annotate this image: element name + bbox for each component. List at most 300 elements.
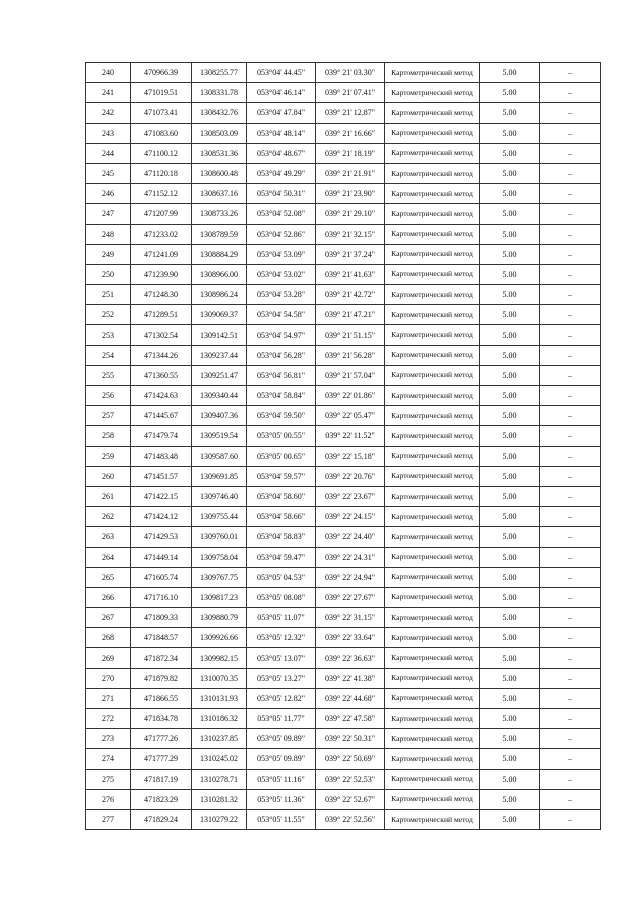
latitude-cell: 053°04' 44.45": [247, 63, 316, 83]
x-coordinate-cell: 471233.02: [131, 224, 192, 244]
method-cell: Картометрический метод: [385, 587, 480, 607]
point-number-cell: 267: [86, 608, 131, 628]
note-cell: –: [540, 648, 601, 668]
longitude-cell: 039° 21' 37.24": [316, 244, 385, 264]
accuracy-cell: 5.00: [480, 123, 540, 143]
x-coordinate-cell: 471424.12: [131, 507, 192, 527]
point-number-cell: 276: [86, 789, 131, 809]
coordinates-table: [85, 62, 601, 830]
latitude-cell: 053°04' 50.31": [247, 184, 316, 204]
y-coordinate-cell: 1309340.44: [192, 386, 247, 406]
latitude-cell: 053°05' 11.16": [247, 769, 316, 789]
accuracy-cell: 5.00: [480, 567, 540, 587]
latitude-cell: 053°04' 59.50": [247, 406, 316, 426]
table-row: [86, 446, 601, 466]
y-coordinate-cell: 1309142.51: [192, 325, 247, 345]
table-row: [86, 668, 601, 688]
accuracy-cell: 5.00: [480, 406, 540, 426]
accuracy-cell: 5.00: [480, 608, 540, 628]
note-cell: –: [540, 365, 601, 385]
table-row: [86, 709, 601, 729]
method-cell: Картометрический метод: [385, 406, 480, 426]
y-coordinate-cell: 1310245.02: [192, 749, 247, 769]
table-row: [86, 204, 601, 224]
latitude-cell: 053°04' 46.14": [247, 83, 316, 103]
longitude-cell: 039° 22' 27.67": [316, 587, 385, 607]
note-cell: –: [540, 305, 601, 325]
y-coordinate-cell: 1310281.32: [192, 789, 247, 809]
table-row: [86, 264, 601, 284]
accuracy-cell: 5.00: [480, 446, 540, 466]
x-coordinate-cell: 471777.26: [131, 729, 192, 749]
point-number-cell: 275: [86, 769, 131, 789]
point-number-cell: 273: [86, 729, 131, 749]
note-cell: –: [540, 709, 601, 729]
y-coordinate-cell: 1309880.79: [192, 608, 247, 628]
note-cell: –: [540, 123, 601, 143]
longitude-cell: 039° 22' 11.52": [316, 426, 385, 446]
point-number-cell: 259: [86, 446, 131, 466]
accuracy-cell: 5.00: [480, 103, 540, 123]
latitude-cell: 053°05' 09.89": [247, 749, 316, 769]
point-number-cell: 245: [86, 163, 131, 183]
longitude-cell: 039° 22' 47.58": [316, 709, 385, 729]
accuracy-cell: 5.00: [480, 426, 540, 446]
x-coordinate-cell: 471152.12: [131, 184, 192, 204]
point-number-cell: 270: [86, 668, 131, 688]
method-cell: Картометрический метод: [385, 547, 480, 567]
longitude-cell: 039° 21' 56.28": [316, 345, 385, 365]
x-coordinate-cell: 471879.82: [131, 668, 192, 688]
x-coordinate-cell: 471817.19: [131, 769, 192, 789]
accuracy-cell: 5.00: [480, 729, 540, 749]
y-coordinate-cell: 1309519.54: [192, 426, 247, 446]
method-cell: Картометрический метод: [385, 628, 480, 648]
method-cell: Картометрический метод: [385, 163, 480, 183]
table-row: [86, 749, 601, 769]
table-row: [86, 63, 601, 83]
latitude-cell: 053°04' 54.97": [247, 325, 316, 345]
method-cell: Картометрический метод: [385, 264, 480, 284]
table-row: [86, 406, 601, 426]
x-coordinate-cell: 471429.53: [131, 527, 192, 547]
table-body: [86, 63, 601, 830]
x-coordinate-cell: 471809.33: [131, 608, 192, 628]
latitude-cell: 053°04' 49.29": [247, 163, 316, 183]
longitude-cell: 039° 22' 52.67": [316, 789, 385, 809]
note-cell: –: [540, 729, 601, 749]
method-cell: Картометрический метод: [385, 466, 480, 486]
longitude-cell: 039° 21' 47.21": [316, 305, 385, 325]
longitude-cell: 039° 22' 44.68": [316, 688, 385, 708]
table-row: [86, 325, 601, 345]
y-coordinate-cell: 1309982.15: [192, 648, 247, 668]
accuracy-cell: 5.00: [480, 547, 540, 567]
method-cell: Картометрический метод: [385, 143, 480, 163]
note-cell: –: [540, 587, 601, 607]
y-coordinate-cell: 1308789.59: [192, 224, 247, 244]
longitude-cell: 039° 22' 36.63": [316, 648, 385, 668]
y-coordinate-cell: 1310279.22: [192, 809, 247, 829]
method-cell: Картометрический метод: [385, 749, 480, 769]
latitude-cell: 053°05' 04.53": [247, 567, 316, 587]
table-row: [86, 345, 601, 365]
table-row: [86, 244, 601, 264]
accuracy-cell: 5.00: [480, 83, 540, 103]
latitude-cell: 053°05' 00.65": [247, 446, 316, 466]
accuracy-cell: 5.00: [480, 809, 540, 829]
x-coordinate-cell: 471445.67: [131, 406, 192, 426]
accuracy-cell: 5.00: [480, 264, 540, 284]
method-cell: Картометрический метод: [385, 345, 480, 365]
point-number-cell: 277: [86, 809, 131, 829]
latitude-cell: 053°04' 58.60": [247, 486, 316, 506]
latitude-cell: 053°04' 56.28": [247, 345, 316, 365]
table-row: [86, 163, 601, 183]
latitude-cell: 053°04' 52.08": [247, 204, 316, 224]
note-cell: –: [540, 749, 601, 769]
point-number-cell: 255: [86, 365, 131, 385]
longitude-cell: 039° 22' 15.18": [316, 446, 385, 466]
note-cell: –: [540, 264, 601, 284]
accuracy-cell: 5.00: [480, 527, 540, 547]
point-number-cell: 274: [86, 749, 131, 769]
accuracy-cell: 5.00: [480, 305, 540, 325]
y-coordinate-cell: 1309926.66: [192, 628, 247, 648]
note-cell: –: [540, 507, 601, 527]
point-number-cell: 247: [86, 204, 131, 224]
point-number-cell: 268: [86, 628, 131, 648]
note-cell: –: [540, 628, 601, 648]
accuracy-cell: 5.00: [480, 466, 540, 486]
point-number-cell: 252: [86, 305, 131, 325]
point-number-cell: 250: [86, 264, 131, 284]
x-coordinate-cell: 471289.51: [131, 305, 192, 325]
table-row: [86, 769, 601, 789]
point-number-cell: 264: [86, 547, 131, 567]
y-coordinate-cell: 1309767.75: [192, 567, 247, 587]
latitude-cell: 053°05' 13.27": [247, 668, 316, 688]
x-coordinate-cell: 471241.09: [131, 244, 192, 264]
point-number-cell: 246: [86, 184, 131, 204]
note-cell: –: [540, 486, 601, 506]
y-coordinate-cell: 1308884.29: [192, 244, 247, 264]
method-cell: Картометрический метод: [385, 567, 480, 587]
method-cell: Картометрический метод: [385, 103, 480, 123]
accuracy-cell: 5.00: [480, 709, 540, 729]
y-coordinate-cell: 1309817.23: [192, 587, 247, 607]
table-row: [86, 466, 601, 486]
note-cell: –: [540, 567, 601, 587]
y-coordinate-cell: 1308503.09: [192, 123, 247, 143]
longitude-cell: 039° 21' 23.90": [316, 184, 385, 204]
accuracy-cell: 5.00: [480, 587, 540, 607]
method-cell: Картометрический метод: [385, 729, 480, 749]
longitude-cell: 039° 21' 57.04": [316, 365, 385, 385]
x-coordinate-cell: 471605.74: [131, 567, 192, 587]
longitude-cell: 039° 21' 03.30": [316, 63, 385, 83]
x-coordinate-cell: 471239.90: [131, 264, 192, 284]
table-row: [86, 365, 601, 385]
note-cell: –: [540, 608, 601, 628]
table-row: [86, 547, 601, 567]
latitude-cell: 053°04' 48.67": [247, 143, 316, 163]
accuracy-cell: 5.00: [480, 628, 540, 648]
y-coordinate-cell: 1309251.47: [192, 365, 247, 385]
x-coordinate-cell: 471344.26: [131, 345, 192, 365]
latitude-cell: 053°04' 53.09": [247, 244, 316, 264]
accuracy-cell: 5.00: [480, 769, 540, 789]
y-coordinate-cell: 1308331.78: [192, 83, 247, 103]
longitude-cell: 039° 22' 31.15": [316, 608, 385, 628]
latitude-cell: 053°04' 56.81": [247, 365, 316, 385]
longitude-cell: 039° 22' 24.31": [316, 547, 385, 567]
accuracy-cell: 5.00: [480, 749, 540, 769]
latitude-cell: 053°04' 48.14": [247, 123, 316, 143]
y-coordinate-cell: 1308255.77: [192, 63, 247, 83]
note-cell: –: [540, 224, 601, 244]
y-coordinate-cell: 1309587.60: [192, 446, 247, 466]
accuracy-cell: 5.00: [480, 325, 540, 345]
note-cell: –: [540, 244, 601, 264]
note-cell: –: [540, 345, 601, 365]
table-row: [86, 386, 601, 406]
table-row: [86, 103, 601, 123]
longitude-cell: 039° 21' 32.15": [316, 224, 385, 244]
accuracy-cell: 5.00: [480, 184, 540, 204]
x-coordinate-cell: 471424.63: [131, 386, 192, 406]
longitude-cell: 039° 22' 20.76": [316, 466, 385, 486]
point-number-cell: 251: [86, 285, 131, 305]
latitude-cell: 053°05' 13.07": [247, 648, 316, 668]
note-cell: –: [540, 184, 601, 204]
method-cell: Картометрический метод: [385, 769, 480, 789]
table-row: [86, 648, 601, 668]
note-cell: –: [540, 386, 601, 406]
x-coordinate-cell: 471829.24: [131, 809, 192, 829]
note-cell: –: [540, 668, 601, 688]
y-coordinate-cell: 1309069.37: [192, 305, 247, 325]
longitude-cell: 039° 22' 52.53": [316, 769, 385, 789]
table-row: [86, 285, 601, 305]
accuracy-cell: 5.00: [480, 688, 540, 708]
point-number-cell: 261: [86, 486, 131, 506]
point-number-cell: 243: [86, 123, 131, 143]
x-coordinate-cell: 471019.51: [131, 83, 192, 103]
x-coordinate-cell: 471866.55: [131, 688, 192, 708]
note-cell: –: [540, 446, 601, 466]
latitude-cell: 053°05' 00.55": [247, 426, 316, 446]
note-cell: –: [540, 809, 601, 829]
accuracy-cell: 5.00: [480, 345, 540, 365]
note-cell: –: [540, 83, 601, 103]
method-cell: Картометрический метод: [385, 63, 480, 83]
note-cell: –: [540, 688, 601, 708]
longitude-cell: 039° 22' 24.40": [316, 527, 385, 547]
y-coordinate-cell: 1308432.76: [192, 103, 247, 123]
method-cell: Картометрический метод: [385, 123, 480, 143]
longitude-cell: 039° 21' 21.91": [316, 163, 385, 183]
y-coordinate-cell: 1309237.44: [192, 345, 247, 365]
accuracy-cell: 5.00: [480, 386, 540, 406]
longitude-cell: 039° 21' 51.15": [316, 325, 385, 345]
method-cell: Картометрический метод: [385, 285, 480, 305]
y-coordinate-cell: 1309691.85: [192, 466, 247, 486]
y-coordinate-cell: 1308986.24: [192, 285, 247, 305]
y-coordinate-cell: 1309760.01: [192, 527, 247, 547]
longitude-cell: 039° 22' 52.56": [316, 809, 385, 829]
table-row: [86, 426, 601, 446]
latitude-cell: 053°04' 52.86": [247, 224, 316, 244]
x-coordinate-cell: 471479.74: [131, 426, 192, 446]
latitude-cell: 053°04' 47.84": [247, 103, 316, 123]
longitude-cell: 039° 22' 50.69": [316, 749, 385, 769]
x-coordinate-cell: 471848.57: [131, 628, 192, 648]
method-cell: Картометрический метод: [385, 486, 480, 506]
table-row: [86, 809, 601, 829]
method-cell: Картометрический метод: [385, 184, 480, 204]
note-cell: –: [540, 406, 601, 426]
method-cell: Картометрический метод: [385, 365, 480, 385]
x-coordinate-cell: 471120.18: [131, 163, 192, 183]
x-coordinate-cell: 471422.15: [131, 486, 192, 506]
y-coordinate-cell: 1310131.93: [192, 688, 247, 708]
method-cell: Картометрический метод: [385, 386, 480, 406]
x-coordinate-cell: 471823.29: [131, 789, 192, 809]
point-number-cell: 263: [86, 527, 131, 547]
point-number-cell: 240: [86, 63, 131, 83]
latitude-cell: 053°04' 54.58": [247, 305, 316, 325]
latitude-cell: 053°04' 58.84": [247, 386, 316, 406]
method-cell: Картометрический метод: [385, 608, 480, 628]
x-coordinate-cell: 471451.57: [131, 466, 192, 486]
method-cell: Картометрический метод: [385, 809, 480, 829]
method-cell: Картометрический метод: [385, 709, 480, 729]
x-coordinate-cell: 471083.60: [131, 123, 192, 143]
y-coordinate-cell: 1310278.71: [192, 769, 247, 789]
y-coordinate-cell: 1309758.04: [192, 547, 247, 567]
point-number-cell: 269: [86, 648, 131, 668]
y-coordinate-cell: 1308637.16: [192, 184, 247, 204]
point-number-cell: 258: [86, 426, 131, 446]
method-cell: Картометрический метод: [385, 688, 480, 708]
method-cell: Картометрический метод: [385, 446, 480, 466]
point-number-cell: 266: [86, 587, 131, 607]
table-row: [86, 567, 601, 587]
point-number-cell: 265: [86, 567, 131, 587]
x-coordinate-cell: 471073.41: [131, 103, 192, 123]
latitude-cell: 053°05' 09.89": [247, 729, 316, 749]
longitude-cell: 039° 21' 41.63": [316, 264, 385, 284]
x-coordinate-cell: 470966.39: [131, 63, 192, 83]
longitude-cell: 039° 22' 24.94": [316, 567, 385, 587]
latitude-cell: 053°04' 53.02": [247, 264, 316, 284]
method-cell: Картометрический метод: [385, 305, 480, 325]
table-row: [86, 305, 601, 325]
table-row: [86, 527, 601, 547]
note-cell: –: [540, 63, 601, 83]
longitude-cell: 039° 22' 33.64": [316, 628, 385, 648]
y-coordinate-cell: 1309746.40: [192, 486, 247, 506]
latitude-cell: 053°04' 58.66": [247, 507, 316, 527]
table-row: [86, 123, 601, 143]
y-coordinate-cell: 1310186.32: [192, 709, 247, 729]
y-coordinate-cell: 1308966.00: [192, 264, 247, 284]
note-cell: –: [540, 527, 601, 547]
accuracy-cell: 5.00: [480, 486, 540, 506]
x-coordinate-cell: 471100.12: [131, 143, 192, 163]
method-cell: Картометрический метод: [385, 325, 480, 345]
accuracy-cell: 5.00: [480, 63, 540, 83]
point-number-cell: 249: [86, 244, 131, 264]
method-cell: Картометрический метод: [385, 224, 480, 244]
y-coordinate-cell: 1309407.36: [192, 406, 247, 426]
accuracy-cell: 5.00: [480, 244, 540, 264]
latitude-cell: 053°05' 11.07": [247, 608, 316, 628]
longitude-cell: 039° 21' 18.19": [316, 143, 385, 163]
latitude-cell: 053°04' 53.28": [247, 285, 316, 305]
y-coordinate-cell: 1310237.85: [192, 729, 247, 749]
table-row: [86, 608, 601, 628]
point-number-cell: 254: [86, 345, 131, 365]
note-cell: –: [540, 547, 601, 567]
point-number-cell: 244: [86, 143, 131, 163]
y-coordinate-cell: 1310070.35: [192, 668, 247, 688]
y-coordinate-cell: 1309755.44: [192, 507, 247, 527]
longitude-cell: 039° 22' 41.38": [316, 668, 385, 688]
latitude-cell: 053°04' 59.57": [247, 466, 316, 486]
table-row: [86, 486, 601, 506]
x-coordinate-cell: 471872.34: [131, 648, 192, 668]
method-cell: Картометрический метод: [385, 83, 480, 103]
x-coordinate-cell: 471483.48: [131, 446, 192, 466]
accuracy-cell: 5.00: [480, 648, 540, 668]
longitude-cell: 039° 21' 07.41": [316, 83, 385, 103]
method-cell: Картометрический метод: [385, 789, 480, 809]
method-cell: Картометрический метод: [385, 204, 480, 224]
method-cell: Картометрический метод: [385, 244, 480, 264]
accuracy-cell: 5.00: [480, 507, 540, 527]
note-cell: –: [540, 466, 601, 486]
latitude-cell: 053°05' 11.77": [247, 709, 316, 729]
method-cell: Картометрический метод: [385, 507, 480, 527]
accuracy-cell: 5.00: [480, 204, 540, 224]
point-number-cell: 271: [86, 688, 131, 708]
table-row: [86, 587, 601, 607]
longitude-cell: 039° 22' 01.86": [316, 386, 385, 406]
point-number-cell: 272: [86, 709, 131, 729]
note-cell: –: [540, 325, 601, 345]
point-number-cell: 241: [86, 83, 131, 103]
x-coordinate-cell: 471716.10: [131, 587, 192, 607]
table-row: [86, 628, 601, 648]
longitude-cell: 039° 22' 50.31": [316, 729, 385, 749]
method-cell: Картометрический метод: [385, 527, 480, 547]
point-number-cell: 262: [86, 507, 131, 527]
table-row: [86, 789, 601, 809]
longitude-cell: 039° 22' 05.47": [316, 406, 385, 426]
note-cell: –: [540, 789, 601, 809]
longitude-cell: 039° 21' 16.66": [316, 123, 385, 143]
accuracy-cell: 5.00: [480, 285, 540, 305]
table-row: [86, 507, 601, 527]
note-cell: –: [540, 103, 601, 123]
longitude-cell: 039° 22' 24.15": [316, 507, 385, 527]
y-coordinate-cell: 1308600.48: [192, 163, 247, 183]
x-coordinate-cell: 471207.99: [131, 204, 192, 224]
accuracy-cell: 5.00: [480, 163, 540, 183]
x-coordinate-cell: 471360.55: [131, 365, 192, 385]
